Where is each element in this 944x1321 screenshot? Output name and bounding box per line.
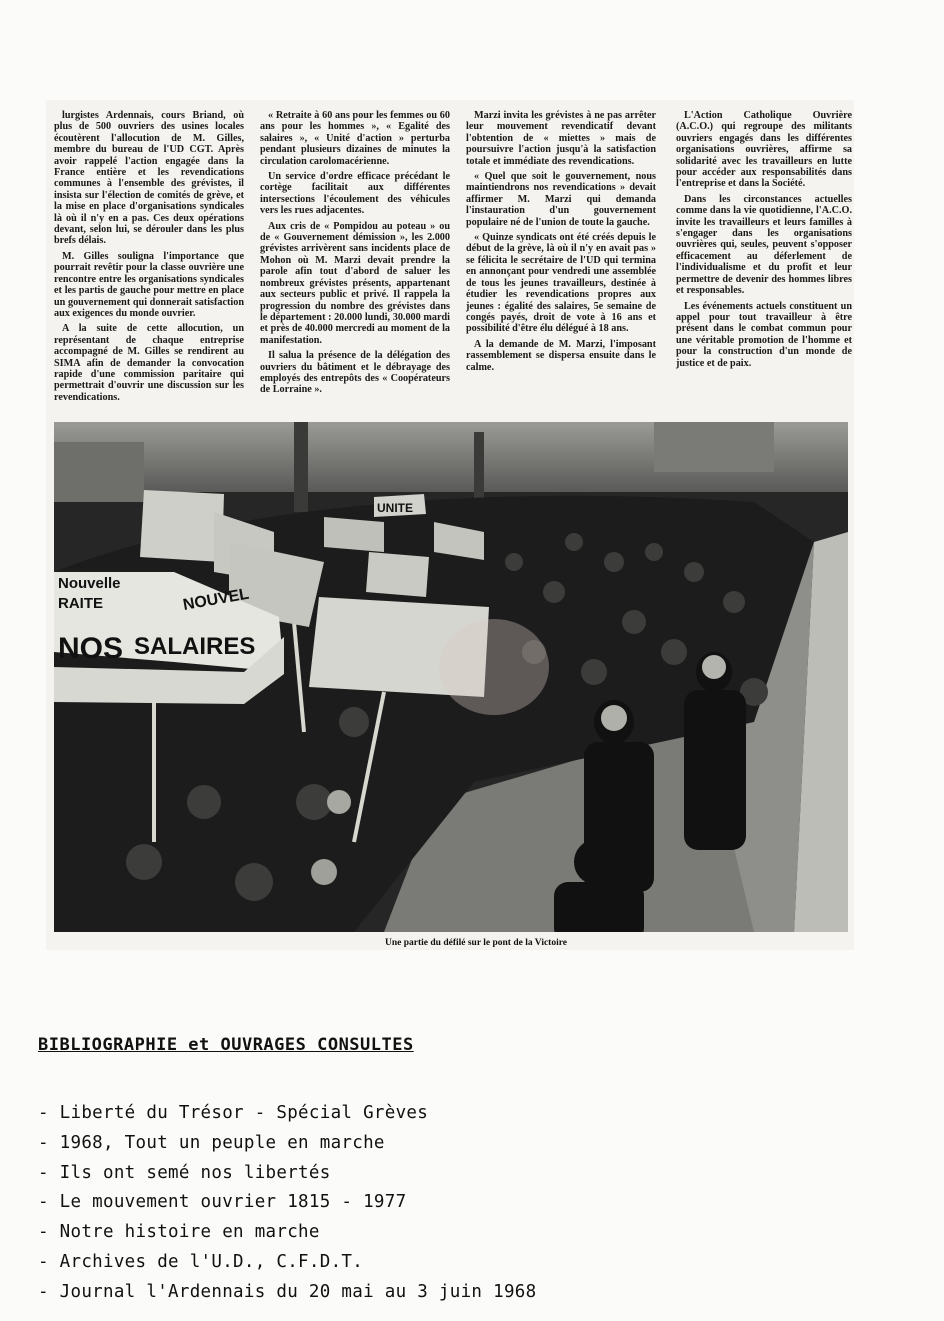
paragraph: A la suite de cette allocution, un représentant de chaque entreprise accompagné de M. Gilles se rendirent au SIMA afin de demander la convocation rapide d'une commission paritaire qui permettrait d'ouvrir une discussion sur les revendications. — [54, 323, 244, 403]
paragraph: « Retraite à 60 ans pour les femmes ou 60 ans pour les hommes », « Egalité des salaires », « Unité d'action » perturba pendant plusieurs dizaines de minutes la circulation carolomacérienne. — [260, 110, 450, 167]
paragraph: Un service d'ordre efficace précédant le cortège facilitait aux différentes intersections l'écoulement des véhicules vers les rues adjacentes. — [260, 171, 450, 217]
article-column-1 — [54, 110, 244, 407]
bibliography-section — [38, 1035, 918, 1308]
list-item: - Notre histoire en marche — [38, 1222, 320, 1243]
article-column-2 — [260, 110, 450, 400]
banner-text-4: SALAIRES — [134, 633, 256, 660]
banner-text-6: UNITE — [377, 501, 413, 515]
banner-text-2: RAITE — [58, 595, 103, 612]
paragraph: L'Action Catholique Ouvrière (A.C.O.) qui regroupe des militants ouvriers engagés dans les différentes organisations ouvrières, affirme sa solidarité avec les travailleurs en lutte pour accéder aux responsabilités dans l'entreprise et dans la Société. — [676, 110, 852, 190]
list-item: - Archives de l'U.D., C.F.D.T. — [38, 1251, 364, 1272]
article-column-3 — [466, 110, 656, 377]
paragraph: A la demande de M. Marzi, l'imposant rassemblement se dispersa ensuite dans le calme. — [466, 338, 656, 373]
list-item: - Ils ont semé nos libertés — [38, 1162, 331, 1183]
paragraph: M. Gilles souligna l'importance que pourrait revêtir pour la classe ouvrière une rencontre entre les organisations syndicales et les partis de gauche pour mettre en place un gouvernement qui donnerait satisfaction aux exigences du monde ouvrier. — [54, 250, 244, 319]
paragraph: Marzi invita les grévistes à ne pas arrêter leur mouvement revendicatif devant l'obtention de « miettes » mais de poursuivre l'action jusqu'à la satisfaction totale et immédiate des revendications. — [466, 110, 656, 167]
list-item: - Le mouvement ouvrier 1815 - 1977 — [38, 1192, 407, 1213]
photo-caption: Une partie du défilé sur le pont de la Victoire — [385, 938, 567, 948]
newspaper-clipping — [46, 100, 854, 950]
list-item: - Liberté du Trésor - Spécial Grèves — [38, 1103, 429, 1123]
banner-text-3: NOS — [58, 632, 124, 665]
paragraph: Aux cris de « Pompidou au poteau » ou de « Gouvernement démission », les 2.000 grévistes arrivèrent sans incidents place de Mohon où M. Marzi devait prendre la parole afin tout d'abord de saluer les nombreux grévistes présents, appartenant aux secteurs public et privé. Il rappela la progression du nombre des grévistes dans le département : 20.000 lundi, 30.000 mardi et près de 40.000 mercredi au moment de la manifestation. — [260, 220, 450, 346]
paragraph: Il salua la présence de la délégation des ouvriers du bâtiment et le débrayage des employés des entrepôts des « Coopérateurs de Lorraine ». — [260, 350, 450, 396]
article-column-4 — [676, 110, 852, 373]
paragraph: « Quel que soit le gouvernement, nous maintiendrons nos revendications » devait affirmer M. Marzi qui demanda l'instauration d'un gouvernement populaire né de l'union de toute la gauche. — [466, 171, 656, 228]
bibliography-list — [38, 1099, 918, 1308]
list-item: - 1968, Tout un peuple en marche — [38, 1132, 385, 1153]
bibliography-heading: BIBLIOGRAPHIE et OUVRAGES CONSULTES — [38, 1035, 414, 1055]
banner-text-5: NOUVEL — [181, 585, 251, 614]
demonstration-photo — [54, 422, 848, 932]
list-item: - Journal l'Ardennais du 20 mai au 3 juin 1968 — [38, 1281, 537, 1302]
paragraph: Dans les circonstances actuelles comme dans la vie quotidienne, l'A.C.O. invite les travailleurs et leurs familles à s'engager dans les organisations ouvrières qui, seules, peuvent s'opposer efficacement au déferlement de l'individualisme et du profit et leur permettre de devenir des hommes libres et responsables. — [676, 193, 852, 297]
paragraph: lurgistes Ardennais, cours Briand, où plus de 500 ouvriers des usines locales écoutèrent l'allocution de M. Gilles, membre du bureau de l'UD CGT. Après avoir rappelé l'action engagée dans la France entière et les revendications communes à l'ensemble des grévistes, il insista sur l'élection de comités de grève, et la mise en place d'organisations syndicales là où il n'y en a pas. Ces deux opérations devant, selon lui, se dérouler dans les plus brefs délais. — [54, 110, 244, 247]
paragraph: Les événements actuels constituent un appel pour tout travailleur à être présent dans le combat commun pour une véritable promotion de l'homme et pour la construction d'un monde de justice et de paix. — [676, 300, 852, 369]
photo-illustration — [54, 422, 848, 932]
banner-text-1: Nouvelle — [58, 575, 121, 592]
paragraph: « Quinze syndicats ont été créés depuis le début de la grève, là où il n'y en avait pas » se félicita le secrétaire de l'UD qui termina en annonçant pour vendredi une assemblée de tous les jeunes travailleurs, destinée à étudier les revendications propres aux jeunes : égalité des salaires, 5e semaine de congés payés, droit de vote à 16 ans et possibilité d'être élu délégué à 18 ans. — [466, 232, 656, 335]
